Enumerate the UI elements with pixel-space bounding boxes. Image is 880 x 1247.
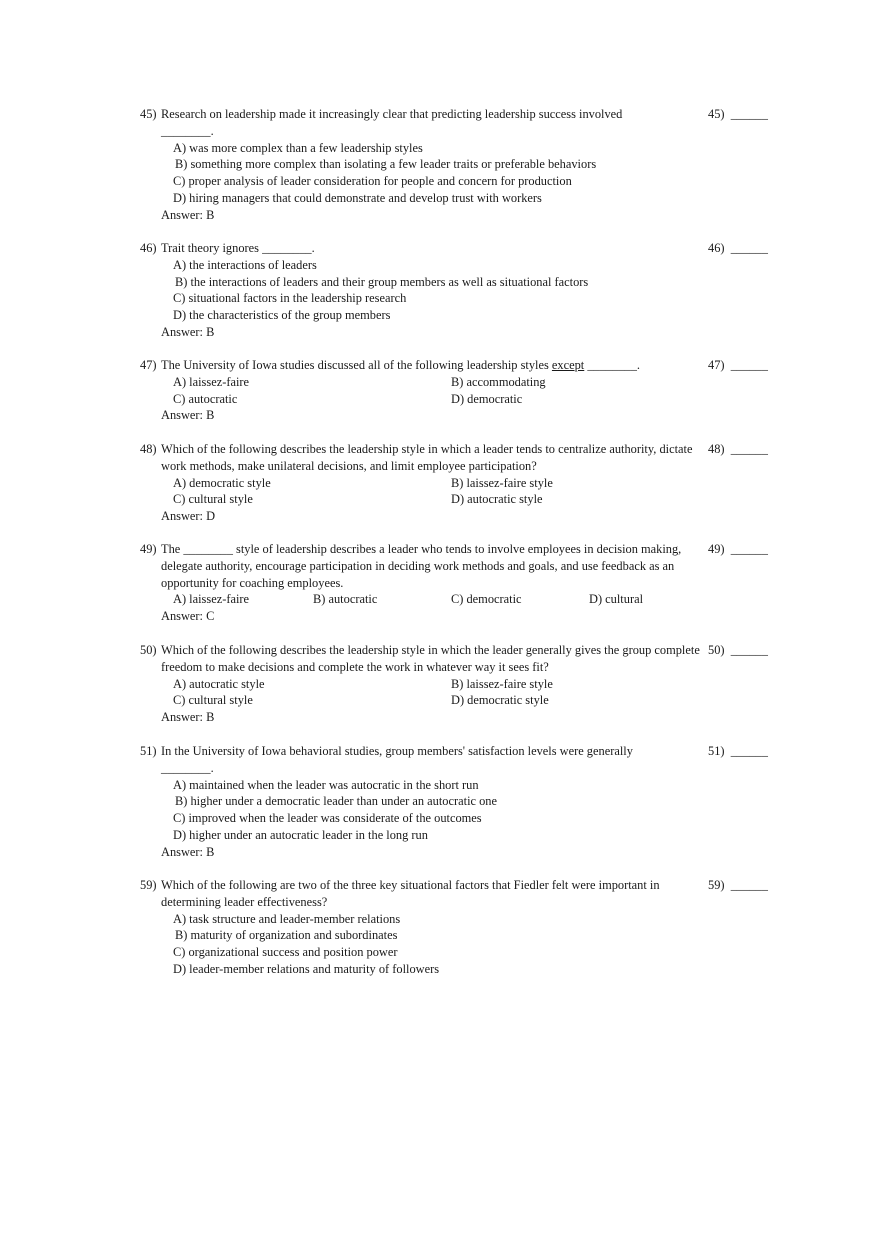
question-text-part: ________. (584, 358, 641, 372)
option-a: A) task structure and leader-member relations (173, 911, 401, 926)
question-50 (140, 642, 700, 726)
question-48 (140, 441, 700, 525)
question-blank: ________. (161, 123, 214, 138)
answer-blank-49[interactable]: 49) ______ (708, 542, 768, 556)
answer: Answer: B (161, 324, 215, 339)
question-number: 49) (140, 542, 157, 556)
question-blank: ________. (161, 760, 214, 775)
option-b: B) laissez-faire style (451, 475, 553, 490)
question-number: 48) (140, 442, 157, 456)
option-a: A) autocratic style (173, 676, 265, 691)
question-47 (140, 357, 700, 424)
emphasis-except: except (551, 358, 585, 372)
option-d: D) hiring managers that could demonstrate and develop trust with workers (173, 190, 542, 205)
answer: Answer: C (161, 609, 215, 624)
option-d: D) democratic (451, 391, 523, 406)
answer-blank-59[interactable]: 59) ______ (708, 878, 768, 892)
answer-blank-51[interactable]: 51) ______ (708, 744, 768, 758)
answer: Answer: B (161, 408, 215, 423)
answer-blank-48[interactable]: 48) ______ (708, 442, 768, 456)
question-text: Which of the following are two of the three key situational factors that Fiedler felt were important in determining leader effectiveness? (161, 878, 660, 909)
option-a: A) laissez-faire (173, 592, 250, 607)
answer: Answer: B (161, 207, 215, 222)
question-49 (140, 541, 700, 625)
option-b: B) higher under a democratic leader than under an autocratic one (175, 794, 498, 809)
option-c: C) democratic (451, 592, 522, 607)
option-c: C) cultural style (173, 693, 253, 708)
option-d: D) leader-member relations and maturity of followers (173, 961, 440, 976)
question-number: 45) (140, 107, 157, 121)
question-text (161, 357, 700, 374)
question-46 (140, 240, 700, 341)
answer: Answer: D (161, 509, 216, 524)
option-c: C) autocratic (173, 391, 238, 406)
answer-blank-45[interactable]: 45) ______ (708, 107, 768, 121)
question-45 (140, 106, 700, 224)
question-text: In the University of Iowa behavioral studies, group members' satisfaction levels were generally (161, 744, 633, 758)
question-text-part: The University of Iowa studies discussed all of the following leadership styles (161, 358, 552, 372)
answer-blank-47[interactable]: 47) ______ (708, 358, 768, 372)
answer: Answer: B (161, 844, 215, 859)
question-number: 47) (140, 358, 157, 372)
question-number: 46) (140, 241, 157, 255)
option-a: A) laissez-faire (173, 374, 250, 389)
question-number: 51) (140, 744, 157, 758)
answer: Answer: B (161, 710, 215, 725)
question-text: Which of the following describes the leadership style in which the leader generally gives the group complete freedom to make decisions and complete the work in whatever way it sees fit? (161, 643, 700, 674)
option-b: B) autocratic (313, 592, 378, 607)
question-text: Which of the following describes the leadership style in which a leader tends to centralize authority, dictate work methods, make unilateral decisions, and limit employee participation? (161, 442, 693, 473)
option-a: A) democratic style (173, 475, 271, 490)
option-d: D) autocratic style (451, 492, 543, 507)
question-59 (140, 877, 700, 978)
option-c: C) situational factors in the leadership research (173, 291, 407, 306)
option-b: B) the interactions of leaders and their group members as well as situational factors (175, 274, 589, 289)
option-c: C) proper analysis of leader consideration for people and concern for production (173, 174, 572, 189)
question-text: The ________ style of leadership describes a leader who tends to involve employees in decision making, delegate authority, encourage participation in deciding work methods and goals, and use feedback as an opportunity for coaching employees. (161, 542, 682, 590)
question-text: Trait theory ignores ________. (161, 241, 315, 255)
option-a: A) was more complex than a few leadership styles (173, 140, 423, 155)
answer-blank-46[interactable]: 46) ______ (708, 241, 768, 255)
option-c: C) organizational success and position power (173, 945, 398, 960)
option-b: B) something more complex than isolating a few leader traits or preferable behaviors (175, 157, 597, 172)
question-number: 59) (140, 878, 157, 892)
question-number: 50) (140, 643, 157, 657)
option-b: B) accommodating (451, 374, 546, 389)
question-51 (140, 743, 700, 861)
option-d: D) democratic style (451, 693, 549, 708)
option-d: D) cultural (589, 592, 644, 607)
option-c: C) cultural style (173, 492, 253, 507)
option-d: D) higher under an autocratic leader in the long run (173, 827, 428, 842)
option-d: D) the characteristics of the group members (173, 308, 391, 323)
option-b: B) maturity of organization and subordinates (175, 928, 398, 943)
option-c: C) improved when the leader was considerate of the outcomes (173, 811, 482, 826)
question-text: Research on leadership made it increasingly clear that predicting leadership success involved (161, 107, 623, 121)
option-b: B) laissez-faire style (451, 676, 553, 691)
option-a: A) maintained when the leader was autocratic in the short run (173, 777, 479, 792)
answer-blank-50[interactable]: 50) ______ (708, 643, 768, 657)
option-a: A) the interactions of leaders (173, 257, 317, 272)
